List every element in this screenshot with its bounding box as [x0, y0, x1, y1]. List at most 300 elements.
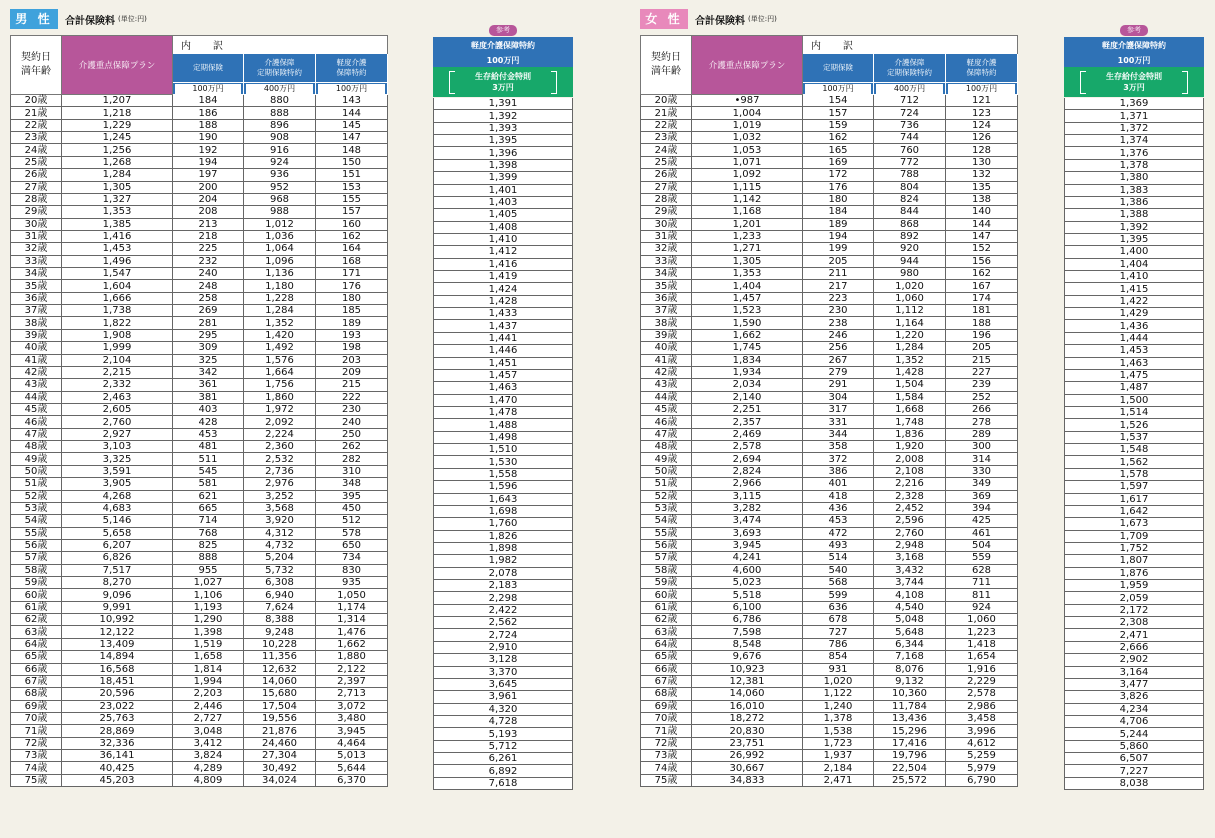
term-insurance-cell: 238: [803, 317, 874, 329]
ref-value-cell: 2,562: [434, 617, 573, 629]
care-rider-cell: 1,352: [874, 354, 946, 366]
care-rider-cell: 924: [244, 156, 316, 168]
table-row: [641, 774, 1018, 786]
care-rider-cell: 736: [874, 119, 946, 131]
table-row: [11, 416, 388, 428]
age-cell: 67歳: [11, 675, 62, 687]
table-row: [11, 552, 388, 564]
plan-total-cell: 1,233: [692, 230, 803, 242]
table-row: [641, 107, 1018, 119]
term-insurance-cell: 1,937: [803, 750, 874, 762]
age-cell: 27歳: [11, 181, 62, 193]
care-rider-cell: 2,008: [874, 453, 946, 465]
mild-care-rider-cell: 3,458: [946, 712, 1018, 724]
table-row: [11, 354, 388, 366]
age-cell: 22歳: [641, 119, 692, 131]
term-insurance-cell: 1,378: [803, 712, 874, 724]
table-row: [11, 577, 388, 589]
table-row: [11, 774, 388, 786]
table-row: [11, 193, 388, 205]
care-rider-cell: 30,492: [244, 762, 316, 774]
table-row: [641, 750, 1018, 762]
plan-total-cell: 26,992: [692, 750, 803, 762]
mild-care-rider-cell: 461: [946, 527, 1018, 539]
ref-row: [1065, 283, 1204, 295]
plan-total-cell: 1,353: [62, 206, 173, 218]
plan-total-cell: 8,548: [692, 638, 803, 650]
female-sub-col-amount-text: 400万円: [876, 84, 943, 94]
mild-care-rider-cell: 1,662: [316, 638, 388, 650]
plan-total-cell: 1,523: [692, 305, 803, 317]
ref-value-cell: 3,370: [434, 666, 573, 678]
mild-care-rider-cell: 148: [316, 144, 388, 156]
plan-total-cell: 2,469: [692, 428, 803, 440]
care-rider-cell: 17,504: [244, 700, 316, 712]
mild-care-rider-cell: 289: [946, 428, 1018, 440]
table-row: [641, 132, 1018, 144]
table-row: [11, 614, 388, 626]
ref-value-cell: 3,477: [1065, 678, 1204, 690]
plan-total-cell: 1,908: [62, 329, 173, 341]
care-rider-cell: 3,432: [874, 564, 946, 576]
term-insurance-cell: 154: [803, 95, 874, 107]
age-cell: 63歳: [11, 626, 62, 638]
age-cell: 62歳: [641, 614, 692, 626]
age-cell: 50歳: [641, 465, 692, 477]
ref-value-cell: 3,961: [434, 691, 573, 703]
ref-row: [434, 456, 573, 468]
plan-total-cell: 2,463: [62, 391, 173, 403]
ref-value-cell: 1,487: [1065, 382, 1204, 394]
ref-value-cell: 1,416: [434, 258, 573, 270]
table-row: [11, 144, 388, 156]
term-insurance-cell: 342: [173, 366, 244, 378]
care-rider-cell: 1,036: [244, 230, 316, 242]
table-row: [641, 688, 1018, 700]
mild-care-rider-cell: 145: [316, 119, 388, 131]
plan-total-cell: 1,201: [692, 218, 803, 230]
ref-value-cell: 2,183: [434, 580, 573, 592]
term-insurance-cell: 2,727: [173, 712, 244, 724]
plan-total-cell: 2,215: [62, 366, 173, 378]
mild-care-rider-cell: 185: [316, 305, 388, 317]
ref-row: [434, 567, 573, 579]
plan-total-cell: 1,004: [692, 107, 803, 119]
ref-row: [1065, 369, 1204, 381]
female-premium-table: [640, 35, 1018, 787]
ref-row: [1065, 777, 1204, 789]
table-row: [641, 564, 1018, 576]
ref-value-cell: 2,172: [1065, 604, 1204, 616]
table-row: [641, 762, 1018, 774]
term-insurance-cell: 230: [803, 305, 874, 317]
ref-value-cell: 1,437: [434, 320, 573, 332]
ref-value-cell: 1,760: [434, 518, 573, 530]
term-insurance-cell: 199: [803, 243, 874, 255]
age-cell: 31歳: [11, 230, 62, 242]
plan-total-cell: 1,115: [692, 181, 803, 193]
ref-value-cell: 1,578: [1065, 468, 1204, 480]
term-insurance-cell: 472: [803, 527, 874, 539]
care-rider-cell: 11,356: [244, 651, 316, 663]
ref-value-cell: 1,457: [434, 369, 573, 381]
term-insurance-cell: 786: [803, 638, 874, 650]
ref-row: [434, 678, 573, 690]
term-insurance-cell: 267: [803, 354, 874, 366]
plan-total-cell: 1,218: [62, 107, 173, 119]
male-sub-col-amount: [173, 83, 244, 95]
plan-total-cell: 1,271: [692, 243, 803, 255]
table-row: [641, 552, 1018, 564]
age-cell: 46歳: [641, 416, 692, 428]
age-cell: 29歳: [11, 206, 62, 218]
table-row: [11, 478, 388, 490]
table-row: [11, 107, 388, 119]
male-col-breakdown: 内 訳: [173, 36, 388, 54]
care-rider-cell: 6,308: [244, 577, 316, 589]
ref-row: [434, 753, 573, 765]
plan-total-cell: 2,824: [692, 465, 803, 477]
term-insurance-cell: 218: [173, 230, 244, 242]
mild-care-rider-cell: 167: [946, 280, 1018, 292]
ref-value-cell: 1,400: [1065, 246, 1204, 258]
ref-row: [1065, 320, 1204, 332]
plan-total-cell: 6,826: [62, 552, 173, 564]
female-unit: (単位:円): [748, 15, 777, 23]
female-ref-table: [1064, 98, 1204, 790]
term-insurance-cell: 309: [173, 342, 244, 354]
mild-care-rider-cell: 144: [316, 107, 388, 119]
table-row: [641, 243, 1018, 255]
ref-value-cell: 5,193: [434, 728, 573, 740]
term-insurance-cell: 386: [803, 465, 874, 477]
female-col-plan: 介護重点保障プラン: [692, 36, 803, 95]
mild-care-rider-cell: 1,050: [316, 589, 388, 601]
care-rider-cell: 7,168: [874, 651, 946, 663]
table-row: [11, 317, 388, 329]
care-rider-cell: 5,048: [874, 614, 946, 626]
age-cell: 56歳: [11, 539, 62, 551]
care-rider-cell: 6,940: [244, 589, 316, 601]
ref-row: [1065, 542, 1204, 554]
care-rider-cell: 4,312: [244, 527, 316, 539]
ref-row: [434, 369, 573, 381]
table-row: [641, 416, 1018, 428]
mild-care-rider-cell: 6,370: [316, 774, 388, 786]
male-ref-survival-benefit: [433, 67, 573, 97]
ref-row: [434, 604, 573, 616]
plan-total-cell: 1,032: [692, 132, 803, 144]
ref-value-cell: 1,959: [1065, 580, 1204, 592]
care-rider-cell: 916: [244, 144, 316, 156]
care-rider-cell: 5,204: [244, 552, 316, 564]
care-rider-cell: 4,732: [244, 539, 316, 551]
term-insurance-cell: 213: [173, 218, 244, 230]
term-insurance-cell: 194: [173, 156, 244, 168]
ref-row: [1065, 147, 1204, 159]
ref-row: [1065, 444, 1204, 456]
term-insurance-cell: 180: [803, 193, 874, 205]
mild-care-rider-cell: 205: [946, 342, 1018, 354]
ref-row: [434, 580, 573, 592]
care-rider-cell: 4,108: [874, 589, 946, 601]
ref-value-cell: 6,892: [434, 765, 573, 777]
ref-row: [1065, 295, 1204, 307]
mild-care-rider-cell: 425: [946, 515, 1018, 527]
plan-total-cell: 1,457: [692, 292, 803, 304]
mild-care-rider-cell: 189: [316, 317, 388, 329]
term-insurance-cell: 269: [173, 305, 244, 317]
age-cell: 22歳: [11, 119, 62, 131]
ref-value-cell: 3,645: [434, 678, 573, 690]
table-row: [11, 428, 388, 440]
plan-total-cell: 5,658: [62, 527, 173, 539]
age-cell: 26歳: [641, 169, 692, 181]
care-rider-cell: 760: [874, 144, 946, 156]
term-insurance-cell: 295: [173, 329, 244, 341]
age-cell: 40歳: [641, 342, 692, 354]
ref-value-cell: 1,410: [434, 233, 573, 245]
plan-total-cell: 1,453: [62, 243, 173, 255]
plan-total-cell: 3,945: [692, 539, 803, 551]
mild-care-rider-cell: 152: [946, 243, 1018, 255]
ref-value-cell: 6,507: [1065, 753, 1204, 765]
ref-row: [434, 691, 573, 703]
table-row: [641, 366, 1018, 378]
term-insurance-cell: 325: [173, 354, 244, 366]
age-cell: 33歳: [11, 255, 62, 267]
care-rider-cell: 1,164: [874, 317, 946, 329]
ref-value-cell: 2,910: [434, 641, 573, 653]
table-row: [11, 218, 388, 230]
ref-value-cell: 1,392: [1065, 221, 1204, 233]
plan-total-cell: 14,894: [62, 651, 173, 663]
care-rider-cell: 1,492: [244, 342, 316, 354]
ref-value-cell: 1,404: [1065, 258, 1204, 270]
mild-care-rider-cell: 2,713: [316, 688, 388, 700]
term-insurance-cell: 727: [803, 626, 874, 638]
age-cell: 56歳: [641, 539, 692, 551]
mild-care-rider-cell: 150: [316, 156, 388, 168]
ref-value-cell: 1,369: [1065, 98, 1204, 110]
ref-row: [1065, 406, 1204, 418]
table-row: [11, 502, 388, 514]
term-insurance-cell: 217: [803, 280, 874, 292]
ref-value-cell: 1,398: [434, 159, 573, 171]
mild-care-rider-cell: 240: [316, 416, 388, 428]
care-rider-cell: 17,416: [874, 737, 946, 749]
term-insurance-cell: 372: [803, 453, 874, 465]
mild-care-rider-cell: 578: [316, 527, 388, 539]
care-rider-cell: 1,836: [874, 428, 946, 440]
term-insurance-cell: 258: [173, 292, 244, 304]
care-rider-cell: 888: [244, 107, 316, 119]
ref-value-cell: 1,424: [434, 283, 573, 295]
ref-row: [434, 246, 573, 258]
term-insurance-cell: 768: [173, 527, 244, 539]
plan-total-cell: 45,203: [62, 774, 173, 786]
ref-value-cell: 1,617: [1065, 493, 1204, 505]
table-row: [641, 280, 1018, 292]
age-cell: 38歳: [11, 317, 62, 329]
ref-row: [1065, 332, 1204, 344]
ref-value-cell: 1,399: [434, 172, 573, 184]
table-row: [641, 663, 1018, 675]
ref-row: [1065, 753, 1204, 765]
table-row: [641, 651, 1018, 663]
mild-care-rider-cell: 198: [316, 342, 388, 354]
ref-value-cell: 1,596: [434, 481, 573, 493]
table-row: [641, 403, 1018, 415]
age-cell: 58歳: [11, 564, 62, 576]
care-rider-cell: 27,304: [244, 750, 316, 762]
plan-total-cell: 2,760: [62, 416, 173, 428]
mild-care-rider-cell: 4,612: [946, 737, 1018, 749]
age-cell: 72歳: [11, 737, 62, 749]
ref-value-cell: 2,308: [1065, 617, 1204, 629]
term-insurance-cell: 232: [173, 255, 244, 267]
ref-value-cell: 1,673: [1065, 518, 1204, 530]
table-row: [641, 119, 1018, 131]
ref-row: [434, 172, 573, 184]
age-cell: 52歳: [641, 490, 692, 502]
ref-row: [1065, 691, 1204, 703]
care-rider-cell: 1,284: [874, 342, 946, 354]
table-row: [11, 379, 388, 391]
term-insurance-cell: 162: [803, 132, 874, 144]
age-cell: 40歳: [11, 342, 62, 354]
plan-total-cell: 12,122: [62, 626, 173, 638]
table-row: [11, 688, 388, 700]
plan-total-cell: 10,992: [62, 614, 173, 626]
ref-value-cell: 1,422: [1065, 295, 1204, 307]
age-cell: 75歳: [11, 774, 62, 786]
age-cell: 43歳: [11, 379, 62, 391]
care-rider-cell: 1,972: [244, 403, 316, 415]
age-cell: 41歳: [11, 354, 62, 366]
care-rider-cell: 980: [874, 268, 946, 280]
ref-value-cell: 1,428: [434, 295, 573, 307]
age-cell: 30歳: [641, 218, 692, 230]
table-row: [641, 95, 1018, 107]
plan-total-cell: 40,425: [62, 762, 173, 774]
term-insurance-cell: 3,412: [173, 737, 244, 749]
care-rider-cell: 892: [874, 230, 946, 242]
mild-care-rider-cell: 1,314: [316, 614, 388, 626]
mild-care-rider-cell: 278: [946, 416, 1018, 428]
ref-row: [434, 419, 573, 431]
table-row: [11, 527, 388, 539]
care-rider-cell: 920: [874, 243, 946, 255]
ref-row: [434, 518, 573, 530]
term-insurance-cell: 157: [803, 107, 874, 119]
mild-care-rider-cell: 130: [946, 156, 1018, 168]
mild-care-rider-cell: 121: [946, 95, 1018, 107]
ref-row: [1065, 233, 1204, 245]
age-cell: 65歳: [11, 651, 62, 663]
term-insurance-cell: 514: [803, 552, 874, 564]
plan-total-cell: 2,578: [692, 441, 803, 453]
ref-row: [1065, 456, 1204, 468]
mild-care-rider-cell: 230: [316, 403, 388, 415]
care-rider-cell: 880: [244, 95, 316, 107]
age-cell: 67歳: [641, 675, 692, 687]
table-row: [11, 329, 388, 341]
term-insurance-cell: 511: [173, 453, 244, 465]
table-row: [11, 391, 388, 403]
term-insurance-cell: 317: [803, 403, 874, 415]
mild-care-rider-cell: 181: [946, 305, 1018, 317]
age-cell: 53歳: [11, 502, 62, 514]
ref-row: [434, 209, 573, 221]
term-insurance-cell: 1,027: [173, 577, 244, 589]
table-row: [11, 762, 388, 774]
mild-care-rider-cell: 1,476: [316, 626, 388, 638]
mild-care-rider-cell: 1,418: [946, 638, 1018, 650]
ref-value-cell: 1,807: [1065, 555, 1204, 567]
mild-care-rider-cell: 168: [316, 255, 388, 267]
term-insurance-cell: 4,809: [173, 774, 244, 786]
care-rider-cell: 1,112: [874, 305, 946, 317]
age-cell: 27歳: [641, 181, 692, 193]
female-title: 合計保険料: [695, 15, 745, 27]
term-insurance-cell: 1,106: [173, 589, 244, 601]
table-row: [641, 317, 1018, 329]
age-cell: 35歳: [11, 280, 62, 292]
ref-row: [434, 715, 573, 727]
age-cell: 34歳: [11, 268, 62, 280]
ref-value-cell: 1,419: [434, 271, 573, 283]
age-cell: 21歳: [641, 107, 692, 119]
ref-row: [1065, 592, 1204, 604]
ref-value-cell: 5,244: [1065, 728, 1204, 740]
plan-total-cell: 20,830: [692, 725, 803, 737]
term-insurance-cell: 361: [173, 379, 244, 391]
mild-care-rider-cell: 512: [316, 515, 388, 527]
care-rider-cell: 1,420: [244, 329, 316, 341]
term-insurance-cell: 1,519: [173, 638, 244, 650]
term-insurance-cell: 599: [803, 589, 874, 601]
female-gender-label: 女 性: [640, 9, 688, 29]
male-ref-badge: 参考: [489, 25, 517, 36]
ref-row: [1065, 110, 1204, 122]
age-cell: 41歳: [641, 354, 692, 366]
plan-total-cell: 7,517: [62, 564, 173, 576]
table-row: [641, 156, 1018, 168]
male-table-body: [11, 95, 388, 787]
mild-care-rider-cell: 628: [946, 564, 1018, 576]
mild-care-rider-cell: 395: [316, 490, 388, 502]
mild-care-rider-cell: 193: [316, 329, 388, 341]
male-sub-col-amount: [316, 83, 388, 95]
mild-care-rider-cell: 282: [316, 453, 388, 465]
table-row: [11, 292, 388, 304]
ref-value-cell: 1,709: [1065, 530, 1204, 542]
ref-row: [434, 530, 573, 542]
term-insurance-cell: 197: [173, 169, 244, 181]
plan-total-cell: 1,305: [62, 181, 173, 193]
care-rider-cell: 22,504: [874, 762, 946, 774]
care-rider-cell: 1,428: [874, 366, 946, 378]
ref-row: [434, 345, 573, 357]
plan-total-cell: 13,409: [62, 638, 173, 650]
term-insurance-cell: 246: [803, 329, 874, 341]
mild-care-rider-cell: 215: [946, 354, 1018, 366]
care-rider-cell: 2,596: [874, 515, 946, 527]
ref-row: [434, 765, 573, 777]
care-rider-cell: 1,748: [874, 416, 946, 428]
care-rider-cell: 804: [874, 181, 946, 193]
